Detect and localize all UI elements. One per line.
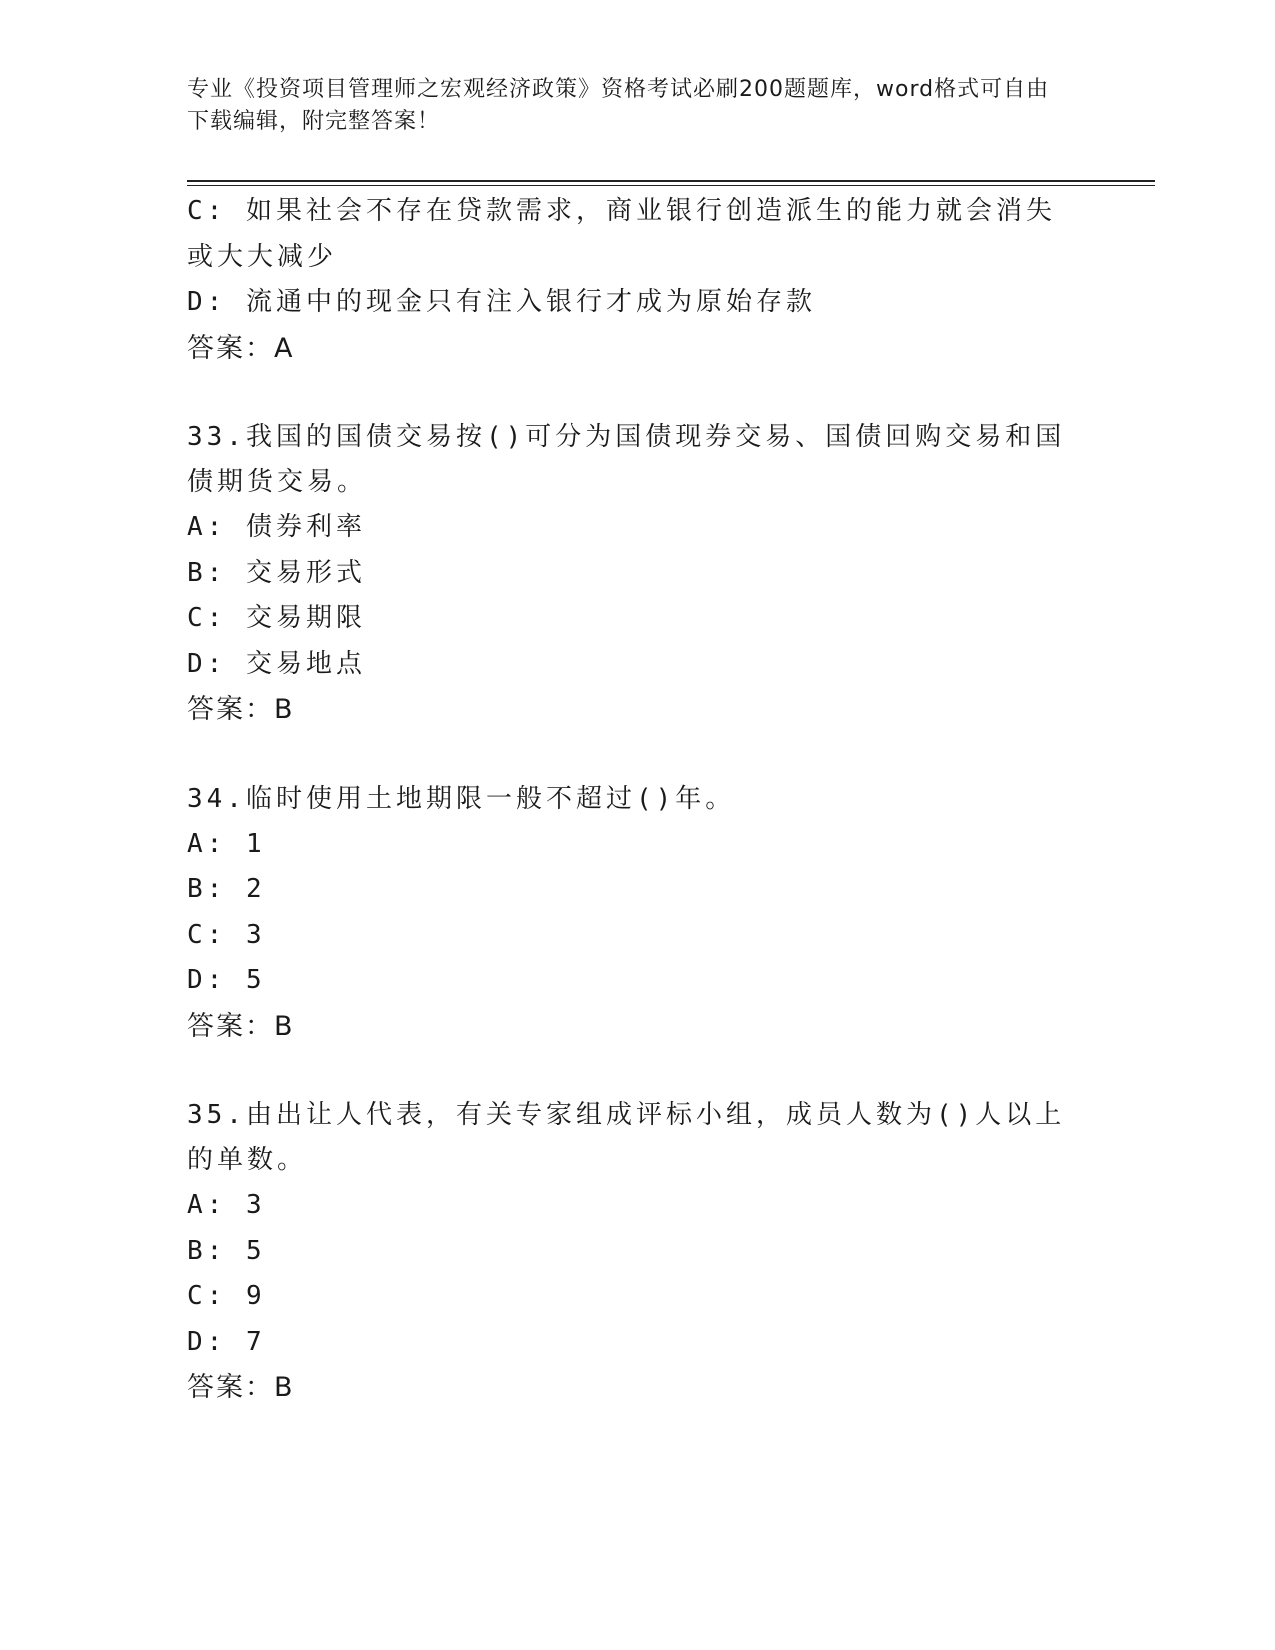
option-d: D: 5 bbox=[187, 965, 266, 995]
document-header bbox=[187, 74, 1067, 138]
question-stem: 34.临时使用土地期限一般不超过()年。 bbox=[187, 783, 736, 814]
option-b: B: 交易形式 bbox=[187, 557, 366, 588]
option-d: D: 交易地点 bbox=[187, 648, 366, 679]
option-c: C: 交易期限 bbox=[187, 603, 366, 633]
option-d: D: 流通中的现金只有注入银行才成为原始存款 bbox=[187, 287, 816, 317]
option-b: B: 5 bbox=[187, 1235, 266, 1266]
header-divider-thick bbox=[187, 180, 1155, 182]
answer: 答案：B bbox=[187, 1010, 295, 1042]
header-divider-thin bbox=[187, 185, 1155, 186]
header-title: 专业《投资项目管理师之宏观经济政策》资格考试必刷200题题库，word格式可自由下载编辑，附完整答案！ bbox=[187, 77, 1050, 134]
option-c: C: 3 bbox=[187, 919, 266, 950]
question-34 bbox=[187, 777, 1077, 1050]
option-a: A: 3 bbox=[187, 1190, 266, 1220]
question-stem: 35.由出让人代表，有关专家组成评标小组，成员人数为()人以上的单数。 bbox=[187, 1100, 1066, 1175]
option-c: C: 如果社会不存在贷款需求，商业银行创造派生的能力就会消失或大大减少 bbox=[187, 196, 1056, 272]
question-content bbox=[187, 189, 1077, 1411]
question-fragment-32 bbox=[187, 189, 1077, 371]
question-33 bbox=[187, 415, 1077, 733]
answer: 答案：A bbox=[187, 332, 295, 364]
question-stem: 33.我国的国债交易按()可分为国债现券交易、国债回购交易和国债期货交易。 bbox=[187, 422, 1066, 497]
option-c: C: 9 bbox=[187, 1281, 266, 1311]
answer: 答案：B bbox=[187, 1372, 295, 1403]
option-b: B: 2 bbox=[187, 874, 266, 904]
question-35 bbox=[187, 1093, 1077, 1411]
option-d: D: 7 bbox=[187, 1326, 266, 1357]
option-a: A: 1 bbox=[187, 828, 266, 859]
answer: 答案：B bbox=[187, 694, 295, 725]
option-a: A: 债券利率 bbox=[187, 512, 366, 542]
